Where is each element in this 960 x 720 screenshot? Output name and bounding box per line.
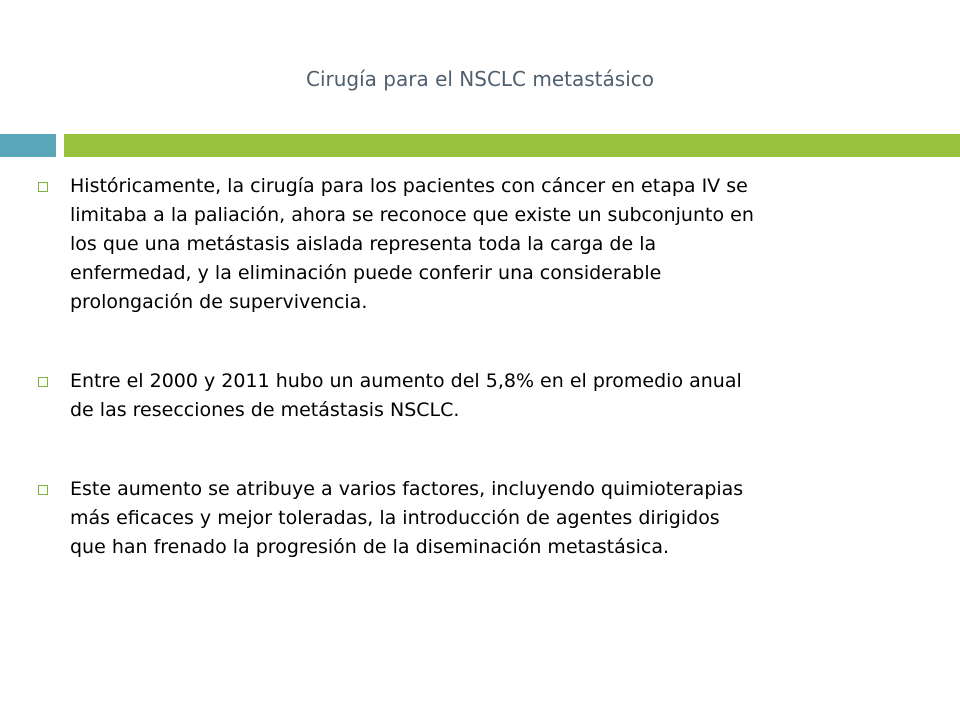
bullet-line: prolongación de supervivencia. (70, 291, 368, 313)
bullet-line: limitaba a la paliación, ahora se reconoce que existe un subconjunto en (70, 204, 754, 226)
bullet-text-3 (70, 475, 912, 562)
bullet-list (32, 172, 912, 562)
square-bullet-icon (38, 377, 48, 387)
bullet-line: Entre el 2000 y 2011 hubo un aumento del 5,8% en el promedio anual (70, 370, 742, 392)
header-accent-bar-teal (0, 134, 56, 157)
bullet-item-1 (32, 172, 912, 317)
bullet-line: enfermedad, y la eliminación puede conferir una considerable (70, 262, 662, 284)
square-bullet-icon (38, 485, 48, 495)
square-bullet-icon (38, 182, 48, 192)
bullet-line: Este aumento se atribuye a varios factores, incluyendo quimioterapias (70, 478, 744, 500)
bullet-line: de las resecciones de metástasis NSCLC. (70, 399, 460, 421)
bullet-item-2 (32, 367, 912, 425)
bullet-line: que han frenado la progresión de la diseminación metastásica. (70, 536, 670, 558)
bullet-line: Históricamente, la cirugía para los pacientes con cáncer en etapa IV se (70, 175, 748, 197)
bullet-text-1 (70, 172, 912, 317)
bullet-line: los que una metástasis aislada representa toda la carga de la (70, 233, 657, 255)
bullet-item-3 (32, 475, 912, 562)
slide-title: Cirugía para el NSCLC metastásico (306, 67, 654, 91)
bullet-line: más eficaces y mejor toleradas, la introducción de agentes dirigidos (70, 507, 720, 529)
header-accent-bar-green (64, 134, 960, 157)
bullet-text-2 (70, 367, 912, 425)
